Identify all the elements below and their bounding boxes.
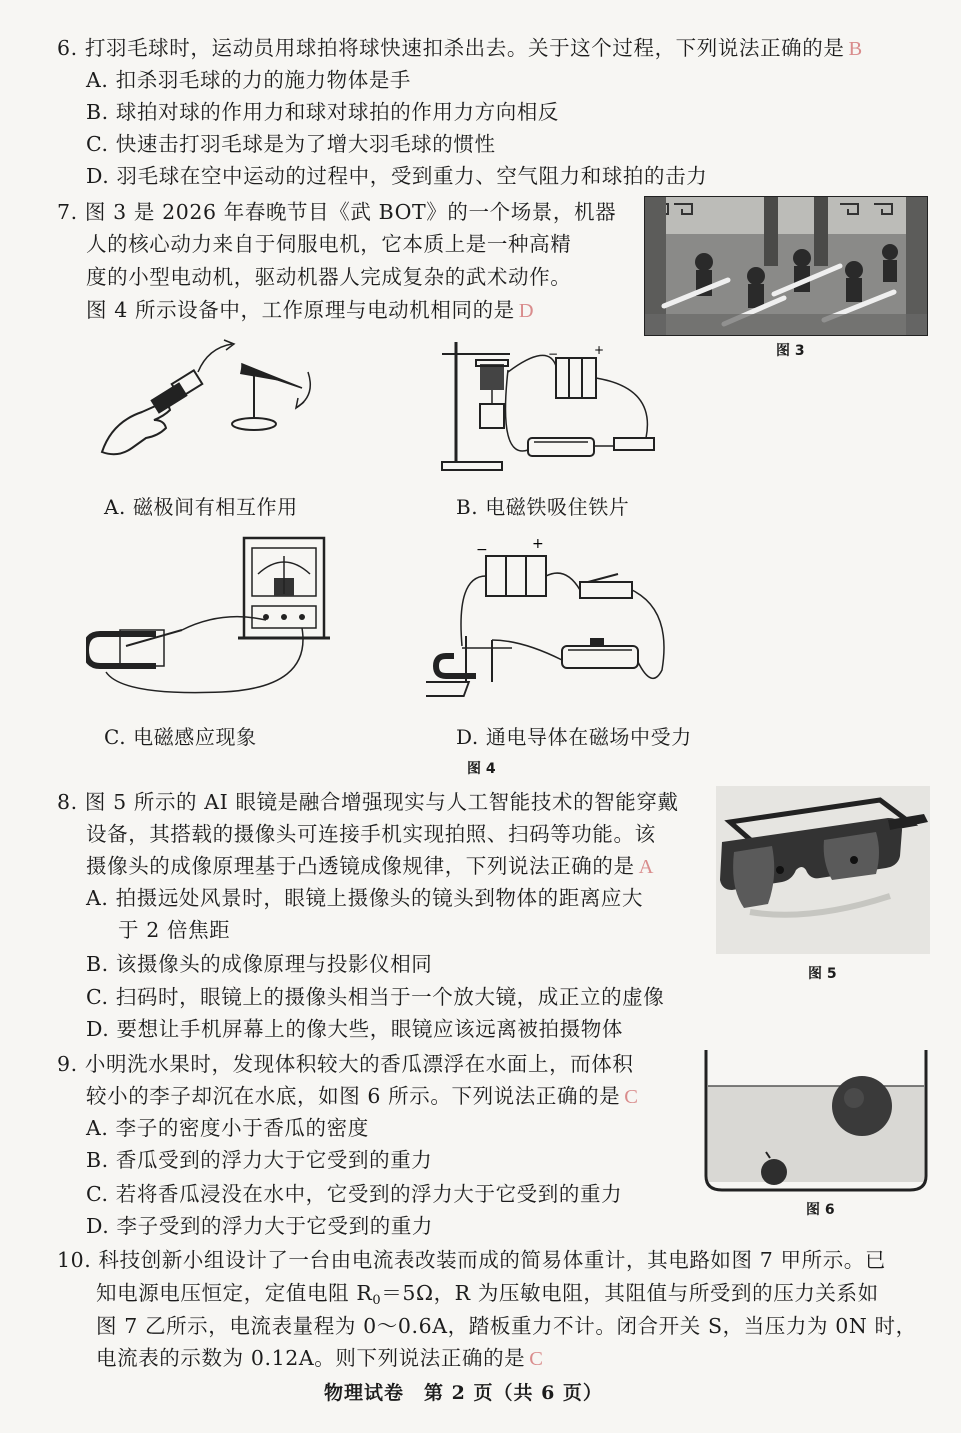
q9-answer: C [624,1086,639,1108]
q9-line-1: 9. 小明洗水果时，发现体积较大的香瓜漂浮在水面上，而体积 [57,1052,634,1076]
q6-option-c: C. 快速击打羽毛球是为了增大羽毛球的惯性 [86,132,496,156]
q8-option-a: A. 拍摄远处风景时，眼镜上摄像头的镜头到物体的距离应大 [86,886,644,910]
q8-option-b: B. 该摄像头的成像原理与投影仪相同 [86,952,433,976]
q7-line-1: 7. 图 3 是 2026 年春晚节目《武 BOT》的一个场景，机器 [57,200,617,224]
q10-answer: C [529,1348,544,1370]
q7-line-2: 人的核心动力来自于伺服电机，它本质上是一种高精 [86,232,572,256]
q8-option-c: C. 扫码时，眼镜上的摄像头相当于一个放大镜，成正立的虚像 [86,985,665,1009]
q6-stem: 6. 打羽毛球时，运动员用球拍将球快速扣杀出去。关于这个过程，下列说法正确的是 B [57,36,863,60]
svg-text:−: − [476,542,488,558]
figure-5-ai-glasses [716,786,930,954]
q10-line-4: 电流表的示数为 0.12A。则下列说法正确的是 C [96,1346,544,1370]
q8-line-2: 设备，其搭载的摄像头可连接手机实现拍照、扫码等功能。该 [86,822,656,846]
figure-4c-electromagnetic-induction [86,534,336,704]
figure-5-caption: 图 5 [808,966,837,982]
q7-option-c: C. 电磁感应现象 [104,725,257,749]
q7-line-3: 度的小型电动机，驱动机器人完成复杂的武术动作。 [86,265,572,289]
q7-option-b: B. 电磁铁吸住铁片 [456,495,630,519]
q7-line-4: 图 4 所示设备中，工作原理与电动机相同的是 D [86,298,535,322]
q9-option-b: B. 香瓜受到的浮力大于它受到的重力 [86,1148,433,1172]
figure-4b-electromagnet [436,334,666,474]
svg-text:−: − [548,347,559,361]
figure-4a-magnet-interaction [92,332,322,482]
q7-answer: D [518,300,535,322]
q10-line-1: 10. 科技创新小组设计了一台由电流表改装而成的简易体重计，其电路如图 7 甲所示。已 [57,1248,886,1272]
q9-option-d: D. 李子受到的浮力大于它受到的重力 [86,1214,434,1238]
q6-option-d: D. 羽毛球在空中运动的过程中，受到重力、空气阻力和球拍的击力 [86,164,708,188]
q6-answer: B [848,38,863,60]
q6-option-b: B. 球拍对球的作用力和球对球拍的作用力方向相反 [86,100,559,124]
figure-3-caption: 图 3 [776,343,805,359]
svg-text:+: + [594,343,605,357]
q9-option-a: A. 李子的密度小于香瓜的密度 [86,1116,369,1140]
q8-option-d: D. 要想让手机屏幕上的像大些，眼镜应该远离被拍摄物体 [86,1017,623,1041]
page-footer: 物理试卷 第 2 页（共 6 页） [324,1382,603,1404]
q7-option-d: D. 通电导体在磁场中受力 [456,725,692,749]
q6-option-a: A. 扣杀羽毛球的力的施力物体是手 [86,68,412,92]
figure-6-caption: 图 6 [806,1202,835,1218]
q10-line-2: 知电源电压恒定，定值电阻 $R_0=5\Omega$，R 为压敏电阻，其阻值与所受到的压力关系如 [96,1281,879,1308]
svg-text:+: + [532,536,544,552]
q7-option-a: A. 磁极间有相互作用 [104,495,298,519]
figure-4d-current-in-magnetic-field [426,536,676,706]
q8-answer: A [638,856,655,878]
q8-line-3: 摄像头的成像原理基于凸透镜成像规律，下列说法正确的是 A [86,854,655,878]
q8-option-a-cont: 于 2 倍焦距 [118,918,231,942]
figure-6-fruit-in-water [702,1050,930,1196]
q8-line-1: 8. 图 5 所示的 AI 眼镜是融合增强现实与人工智能技术的智能穿戴 [57,790,679,814]
figure-3-robot-photo [644,196,928,336]
figure-4-caption: 图 4 [467,761,496,777]
q10-line-3: 图 7 乙所示，电流表量程为 0～0.6A，踏板重力不计。闭合开关 S，当压力为 0N 时， [96,1314,917,1338]
q9-line-2: 较小的李子却沉在水底，如图 6 所示。下列说法正确的是 C [86,1084,639,1108]
q9-option-c: C. 若将香瓜浸没在水中，它受到的浮力大于它受到的重力 [86,1182,623,1206]
